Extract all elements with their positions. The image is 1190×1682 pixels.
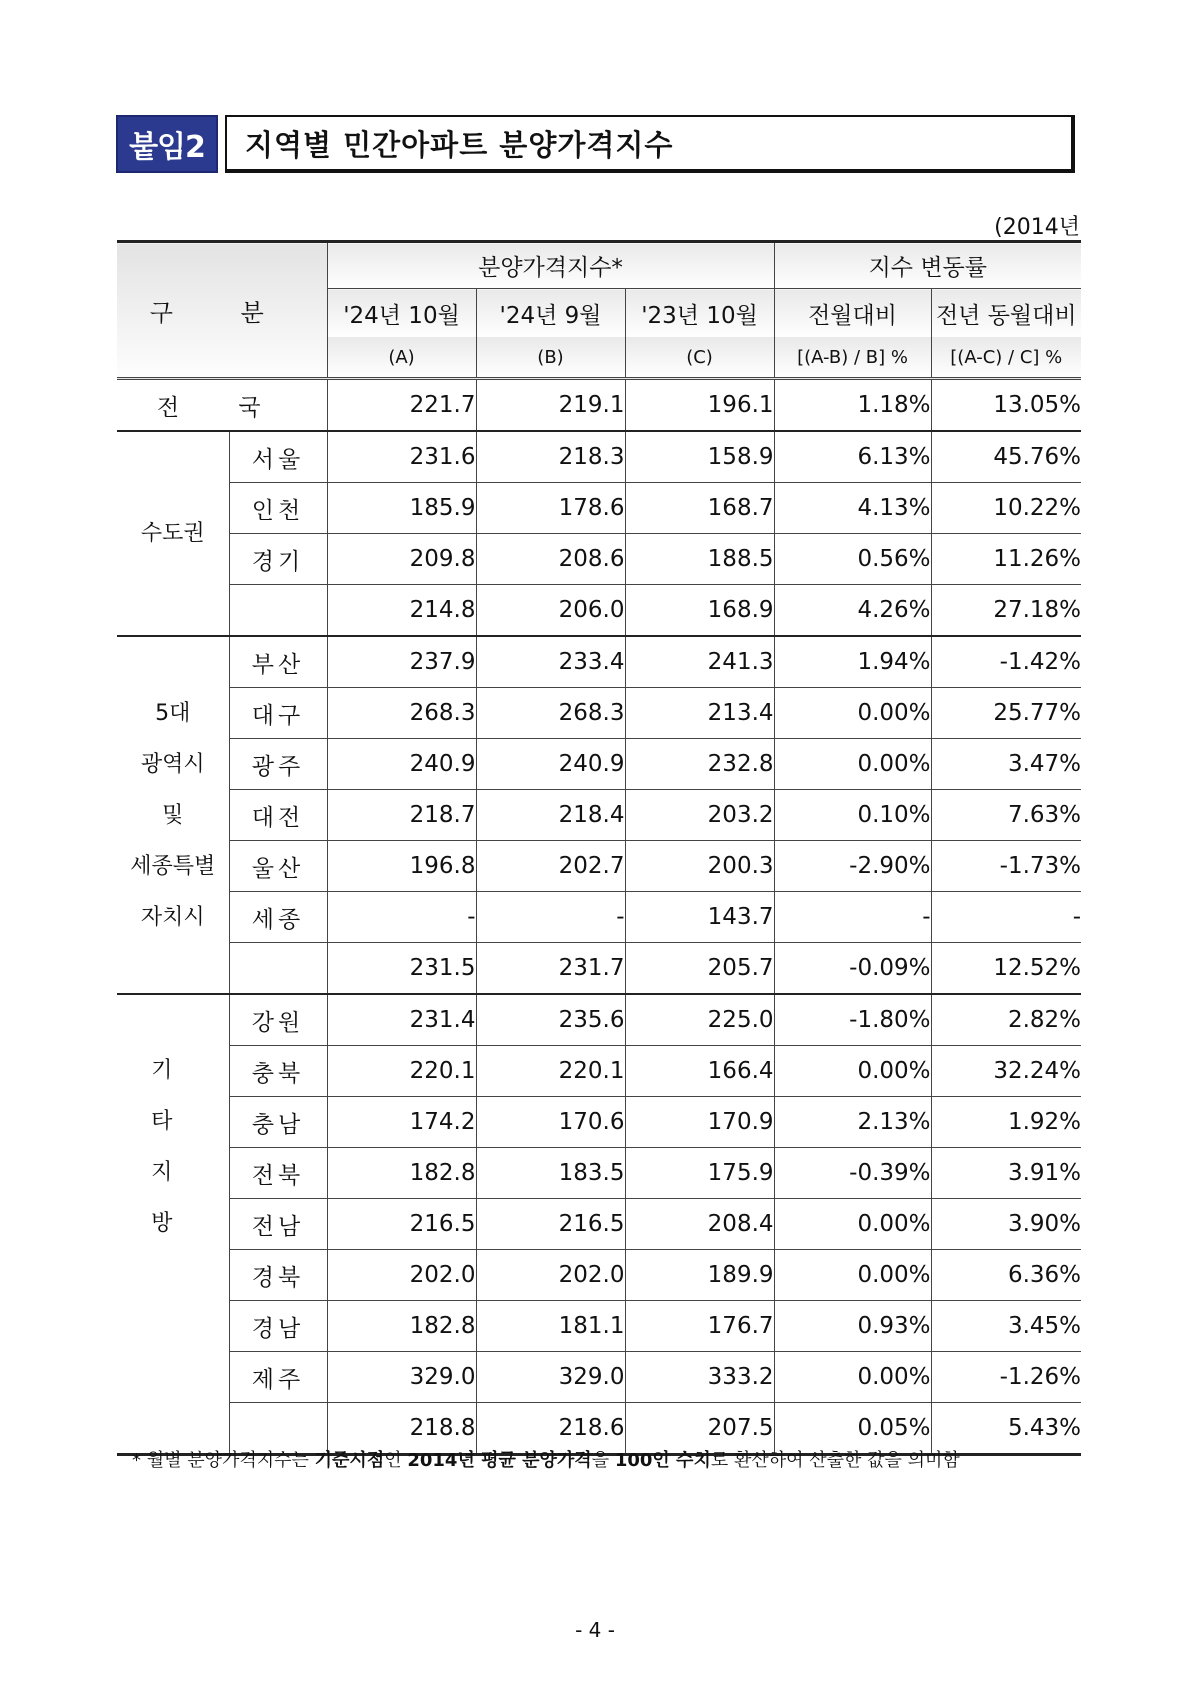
appendix-badge: 붙임2: [116, 115, 218, 173]
table-row: [117, 790, 1081, 841]
cell-mom: 1.94%: [774, 636, 931, 688]
footnote-bold: 100인 수치: [614, 1450, 711, 1471]
cell-b: 216.5: [476, 1199, 625, 1250]
table-row: [117, 431, 1081, 483]
cell-b: 218.3: [476, 431, 625, 483]
national-label: 전 국: [117, 379, 327, 432]
subtotal-label: [229, 585, 327, 637]
header-index-group: 분양가격지수*: [327, 242, 774, 289]
region-name: 제주: [229, 1352, 327, 1403]
unit-note: (2014년: [994, 215, 1080, 240]
cell-c: 241.3: [625, 636, 774, 688]
cell-yoy: 11.26%: [931, 534, 1081, 585]
footnote-bold: 기준시점: [314, 1450, 385, 1471]
cell-mom: -1.80%: [774, 994, 931, 1046]
cell-b: 183.5: [476, 1148, 625, 1199]
cell-b: 178.6: [476, 483, 625, 534]
cell-yoy: 12.52%: [931, 943, 1081, 995]
cell-yoy: 13.05%: [931, 379, 1081, 432]
cell-a: 231.4: [327, 994, 476, 1046]
table-row: [117, 1097, 1081, 1148]
group-label-line: 5대: [155, 700, 191, 726]
table-row: [117, 841, 1081, 892]
cell-c: 168.7: [625, 483, 774, 534]
header-col-yoy: 전년 동월대비: [931, 289, 1081, 338]
table-row: [117, 1352, 1081, 1403]
cell-b: 218.4: [476, 790, 625, 841]
cell-a: 174.2: [327, 1097, 476, 1148]
table-row: [117, 688, 1081, 739]
group-label-metro: [117, 431, 229, 636]
cell-yoy: 3.91%: [931, 1148, 1081, 1199]
region-name: 전북: [229, 1148, 327, 1199]
header-col-yoy-sub: [(A-C) / C] %: [931, 337, 1081, 379]
table-row: [117, 1301, 1081, 1352]
cell-b: 235.6: [476, 994, 625, 1046]
title-bar: [116, 115, 1075, 177]
region-name: 대전: [229, 790, 327, 841]
cell-b: -: [476, 892, 625, 943]
cell-mom: -2.90%: [774, 841, 931, 892]
header-category: 구 분: [117, 242, 327, 379]
cell-a: 216.5: [327, 1199, 476, 1250]
cell-a: 182.8: [327, 1148, 476, 1199]
cell-mom: 0.00%: [774, 739, 931, 790]
region-name: 충남: [229, 1097, 327, 1148]
group-label-other: [117, 994, 229, 1455]
footnote-text: 인: [384, 1450, 408, 1471]
cell-b: 202.7: [476, 841, 625, 892]
cell-yoy: 45.76%: [931, 431, 1081, 483]
cell-b: 329.0: [476, 1352, 625, 1403]
header-col-a: '24년 10월: [327, 289, 476, 338]
region-name: 울산: [229, 841, 327, 892]
cell-c: 225.0: [625, 994, 774, 1046]
footnote-text: * 월별 분양가격지수는: [132, 1450, 315, 1471]
cell-c: 213.4: [625, 688, 774, 739]
cell-yoy: -1.73%: [931, 841, 1081, 892]
group-label-line: 기 타: [151, 1058, 195, 1134]
cell-c: 196.1: [625, 379, 774, 432]
cell-yoy: 6.36%: [931, 1250, 1081, 1301]
cell-a: 202.0: [327, 1250, 476, 1301]
cell-mom: 0.10%: [774, 790, 931, 841]
cell-a: 196.8: [327, 841, 476, 892]
cell-yoy: 3.90%: [931, 1199, 1081, 1250]
cell-b: 206.0: [476, 585, 625, 637]
group-label-line: 자치시: [140, 904, 205, 930]
cell-mom: -: [774, 892, 931, 943]
cell-a: 329.0: [327, 1352, 476, 1403]
cell-b: 218.6: [476, 1403, 625, 1455]
group-label-line: 및: [162, 802, 184, 828]
cell-a: 268.3: [327, 688, 476, 739]
table-row-subtotal: [117, 943, 1081, 995]
cell-mom: 0.00%: [774, 1352, 931, 1403]
cell-a: 220.1: [327, 1046, 476, 1097]
table-row: [117, 1046, 1081, 1097]
cell-mom: 6.13%: [774, 431, 931, 483]
footnote: [132, 1446, 960, 1472]
table-row: [117, 1199, 1081, 1250]
cell-b: 170.6: [476, 1097, 625, 1148]
cell-c: 200.3: [625, 841, 774, 892]
region-name: 인천: [229, 483, 327, 534]
cell-a: -: [327, 892, 476, 943]
footnote-bold: 2014년 평균 분양가격: [407, 1450, 592, 1471]
cell-a: 237.9: [327, 636, 476, 688]
page-number: - 4 -: [575, 1618, 615, 1642]
region-name: 대구: [229, 688, 327, 739]
cell-mom: 0.00%: [774, 1199, 931, 1250]
footnote-text: 로 환산하여 산출한 값을 의미함: [710, 1450, 960, 1471]
cell-mom: 0.93%: [774, 1301, 931, 1352]
cell-yoy: 3.47%: [931, 739, 1081, 790]
cell-a: 182.8: [327, 1301, 476, 1352]
cell-c: 170.9: [625, 1097, 774, 1148]
cell-yoy: 10.22%: [931, 483, 1081, 534]
cell-c: 188.5: [625, 534, 774, 585]
cell-b: 220.1: [476, 1046, 625, 1097]
price-index-table: [117, 240, 1081, 1456]
cell-a: 218.8: [327, 1403, 476, 1455]
cell-b: 240.9: [476, 739, 625, 790]
header-col-c-sub: (C): [625, 337, 774, 379]
group-label-line: 광역시: [140, 751, 205, 777]
table-row: [117, 534, 1081, 585]
region-name: 강원: [229, 994, 327, 1046]
cell-yoy: 7.63%: [931, 790, 1081, 841]
cell-b: 231.7: [476, 943, 625, 995]
region-name: 전남: [229, 1199, 327, 1250]
region-name: 부산: [229, 636, 327, 688]
cell-yoy: 1.92%: [931, 1097, 1081, 1148]
cell-yoy: -1.26%: [931, 1352, 1081, 1403]
header-change-group: 지수 변동률: [774, 242, 1081, 289]
cell-b: 219.1: [476, 379, 625, 432]
page-title: 지역별 민간아파트 분양가격지수: [225, 115, 1075, 173]
group-label-text: 수도권: [140, 521, 205, 546]
cell-mom: 0.56%: [774, 534, 931, 585]
cell-c: 208.4: [625, 1199, 774, 1250]
table-row-subtotal: [117, 585, 1081, 637]
header-col-b-sub: (B): [476, 337, 625, 379]
cell-yoy: -1.42%: [931, 636, 1081, 688]
cell-a: 185.9: [327, 483, 476, 534]
group-label-line: 지 방: [151, 1160, 195, 1236]
table-row: [117, 994, 1081, 1046]
cell-yoy: 27.18%: [931, 585, 1081, 637]
cell-a: 209.8: [327, 534, 476, 585]
region-name: 광주: [229, 739, 327, 790]
cell-a: 221.7: [327, 379, 476, 432]
cell-yoy: 32.24%: [931, 1046, 1081, 1097]
cell-a: 214.8: [327, 585, 476, 637]
header-col-b: '24년 9월: [476, 289, 625, 338]
cell-c: 168.9: [625, 585, 774, 637]
cell-a: 231.6: [327, 431, 476, 483]
region-name: 경기: [229, 534, 327, 585]
header-col-a-sub: (A): [327, 337, 476, 379]
cell-yoy: 3.45%: [931, 1301, 1081, 1352]
cell-c: 232.8: [625, 739, 774, 790]
cell-b: 208.6: [476, 534, 625, 585]
cell-yoy: 5.43%: [931, 1403, 1081, 1455]
cell-c: 205.7: [625, 943, 774, 995]
cell-mom: 0.00%: [774, 1250, 931, 1301]
cell-c: 158.9: [625, 431, 774, 483]
cell-c: 203.2: [625, 790, 774, 841]
cell-b: 233.4: [476, 636, 625, 688]
header-col-mom: 전월대비: [774, 289, 931, 338]
cell-mom: -0.09%: [774, 943, 931, 995]
footnote-text: 을: [591, 1450, 615, 1471]
cell-b: 268.3: [476, 688, 625, 739]
region-name: 충북: [229, 1046, 327, 1097]
table-row: [117, 483, 1081, 534]
table-row: [117, 636, 1081, 688]
group-label-line: 세종특별: [130, 853, 216, 879]
cell-a: 240.9: [327, 739, 476, 790]
cell-b: 181.1: [476, 1301, 625, 1352]
header-col-c: '23년 10월: [625, 289, 774, 338]
cell-a: 231.5: [327, 943, 476, 995]
table-row-national: [117, 379, 1081, 432]
cell-c: 166.4: [625, 1046, 774, 1097]
cell-c: 189.9: [625, 1250, 774, 1301]
region-name: 경남: [229, 1301, 327, 1352]
cell-mom: 0.00%: [774, 688, 931, 739]
cell-mom: 0.00%: [774, 1046, 931, 1097]
region-name: 서울: [229, 431, 327, 483]
cell-mom: 1.18%: [774, 379, 931, 432]
cell-mom: 2.13%: [774, 1097, 931, 1148]
cell-yoy: -: [931, 892, 1081, 943]
cell-mom: 4.13%: [774, 483, 931, 534]
header-col-mom-sub: [(A-B) / B] %: [774, 337, 931, 379]
cell-b: 202.0: [476, 1250, 625, 1301]
group-label-cities: [117, 636, 229, 994]
table-row: [117, 1250, 1081, 1301]
cell-a: 218.7: [327, 790, 476, 841]
cell-c: 207.5: [625, 1403, 774, 1455]
cell-mom: -0.39%: [774, 1148, 931, 1199]
cell-yoy: 25.77%: [931, 688, 1081, 739]
region-name: 경북: [229, 1250, 327, 1301]
table-row: [117, 739, 1081, 790]
cell-c: 333.2: [625, 1352, 774, 1403]
cell-mom: 4.26%: [774, 585, 931, 637]
cell-c: 176.7: [625, 1301, 774, 1352]
table-row: [117, 892, 1081, 943]
cell-c: 143.7: [625, 892, 774, 943]
cell-yoy: 2.82%: [931, 994, 1081, 1046]
subtotal-label: [229, 943, 327, 995]
table-row: [117, 1148, 1081, 1199]
cell-mom: 0.05%: [774, 1403, 931, 1455]
cell-c: 175.9: [625, 1148, 774, 1199]
region-name: 세종: [229, 892, 327, 943]
